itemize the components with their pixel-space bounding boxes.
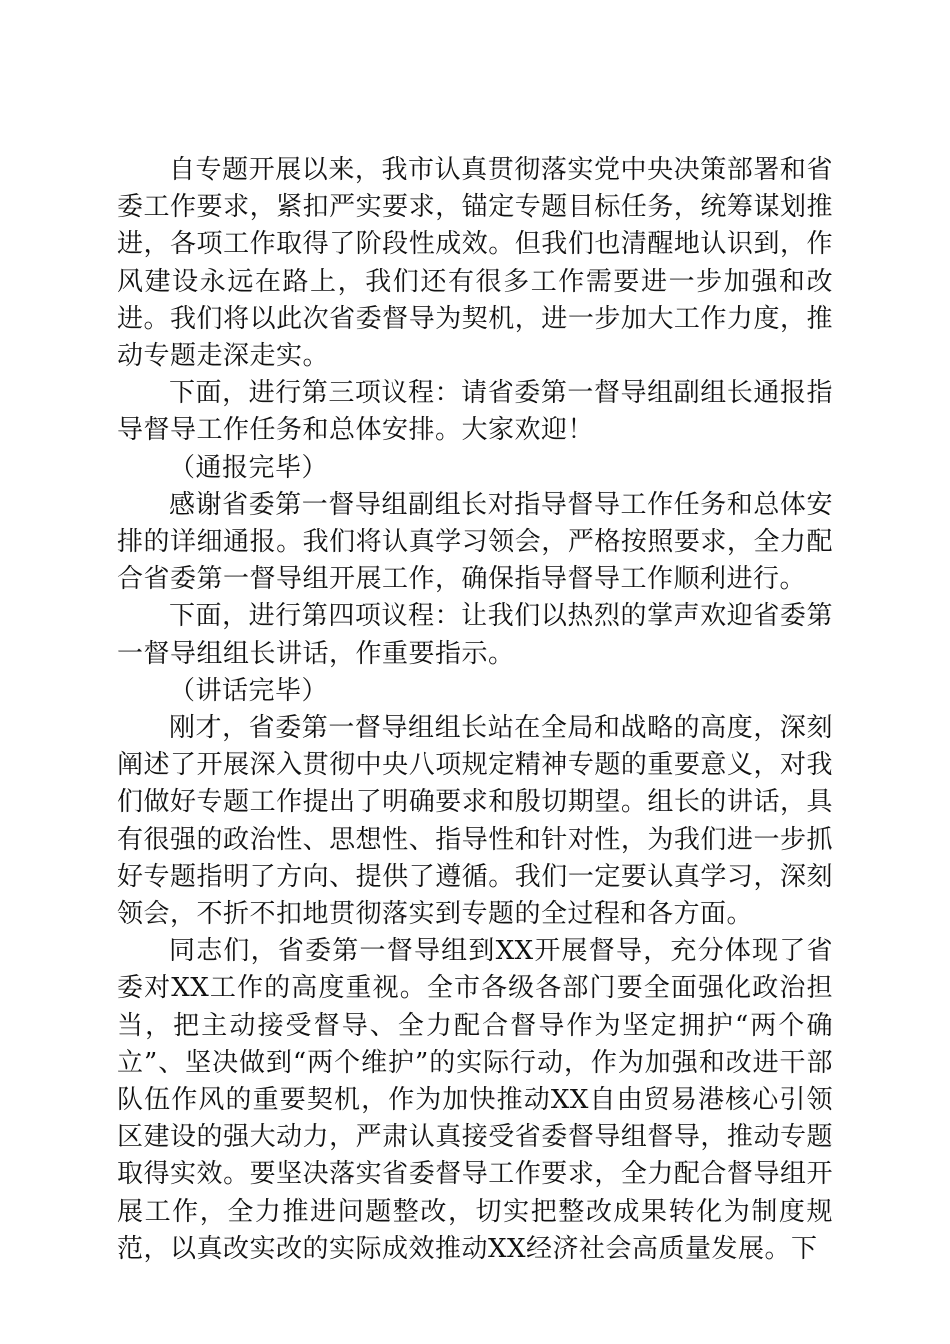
- note-report-finished: （通报完毕）: [169, 452, 329, 483]
- paragraph-agenda-item-4: 下面，进行第四项议程：让我们以热烈的掌声欢迎省委第一督导组组长讲话，作重要指示。: [117, 601, 833, 669]
- paragraph-comrades-requirements: 同志们，省委第一督导组到XX开展督导，充分体现了省委对XX工作的高度重视。全市各级各部门要全面强化政治担当，把主动接受督导、全力配合督导作为坚定拥护“两个确立”、坚决做到“两个维护”的实际行动，作为加强和改进干部队伍作风的重要契机，作为加快推动XX自由贸易港核心引领区建设的强大动力，严肃认真接受省委督导组督导，推动专题取得实效。要坚决落实省委督导工作要求，全力配合督导组开展工作，全力推进问题整改，切实把整改成果转化为制度规范，以真改实改的实际成效推动XX经济社会高质量发展。下: [117, 936, 833, 1264]
- paragraph-agenda-item-3: 下面，进行第三项议程：请省委第一督导组副组长通报指导督导工作任务和总体安排。大家欢迎！: [117, 378, 833, 446]
- paragraph-thanks-deputy-leader: 感谢省委第一督导组副组长对指导督导工作任务和总体安排的详细通报。我们将认真学习领会，严格按照要求，全力配合省委第一督导组开展工作，确保指导督导工作顺利进行。: [117, 489, 833, 595]
- note-speech-finished: （讲话完毕）: [169, 675, 329, 706]
- paragraph-speech-review: 刚才，省委第一督导组组长站在全局和战略的高度，深刻阐述了开展深入贯彻中央八项规定精神专题的重要意义，对我们做好专题工作提出了明确要求和殷切期望。组长的讲话，具有很强的政治性、思想性、指导性和针对性，为我们进一步抓好专题指明了方向、提供了遵循。我们一定要认真学习，深刻领会，不折不扣地贯彻落实到专题的全过程和各方面。: [117, 713, 833, 930]
- paragraph-progress-summary: 自专题开展以来，我市认真贯彻落实党中央决策部署和省委工作要求，紧扣严实要求，锚定专题目标任务，统筹谋划推进，各项工作取得了阶段性成效。但我们也清醒地认识到，作风建设永远在路上，我们还有很多工作需要进一步加强和改进。我们将以此次省委督导为契机，进一步加大工作力度，推动专题走深走实。: [117, 155, 833, 372]
- document-body: [117, 152, 833, 1268]
